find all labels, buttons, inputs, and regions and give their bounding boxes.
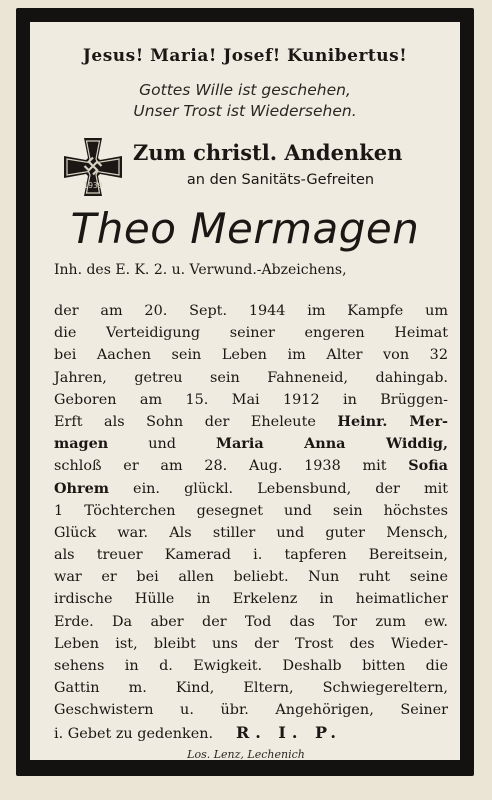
iron-cross-icon <box>62 136 124 198</box>
biography-text <box>54 300 448 744</box>
text-run: ein. glückl. Lebensbund, der mit <box>133 480 448 497</box>
text-line <box>54 433 448 455</box>
printer-imprint: Los. Lenz, Lechenich <box>187 748 305 761</box>
text-line <box>54 722 448 744</box>
text-run: und <box>148 436 176 453</box>
rip-closing: R. I. P. <box>235 722 342 742</box>
text-line: Gattin m. Kind, Eltern, Schwiegereltern, <box>54 680 448 697</box>
parent-name-bold: magen <box>54 435 109 453</box>
text-line <box>54 478 448 500</box>
text-run: schloß er am 28. Aug. 1938 mit <box>54 458 387 475</box>
text-line <box>54 411 448 433</box>
deceased-name: Theo Mermagen <box>70 204 420 253</box>
text-line: Erde. Da aber der Tod das Tor zum ew. <box>54 613 448 630</box>
text-run: i. Gebet zu gedenken. <box>54 725 214 742</box>
verse-line-2: Unser Trost ist Wiedersehen. <box>133 102 357 120</box>
text-line: irdische Hülle in Erkelenz in heimatlicher <box>54 591 448 608</box>
text-line: bei Aachen sein Leben im Alter von 32 <box>54 347 448 364</box>
wife-name-bold: Sofia <box>408 457 448 475</box>
text-line: der am 20. Sept. 1944 im Kampfe um <box>54 303 448 319</box>
text-line: Jahren, getreu sein Fahneneid, dahingab. <box>54 369 448 386</box>
honors-line: Inh. des E. K. 2. u. Verwund.-Abzeichens, <box>54 262 347 278</box>
text-line: Geboren am 15. Mai 1912 in Brüggen- <box>54 391 448 408</box>
card-panel <box>30 22 460 760</box>
text-line: sehens in d. Ewigkeit. Deshalb bitten die <box>54 658 448 674</box>
parent-name-bold: Heinr. Mer- <box>337 412 448 430</box>
rank-line: an den Sanitäts-Gefreiten <box>186 172 375 188</box>
verse-line-1: Gottes Wille ist geschehen, <box>139 81 351 99</box>
text-line: war er bei allen beliebt. Nun ruht seine <box>54 569 448 586</box>
text-line: als treuer Kamerad i. tapferen Bereitsein, <box>54 547 448 564</box>
text-line: Leben ist, bleibt uns der Trost des Wieder- <box>54 635 448 652</box>
mother-name-bold: Maria Anna Widdig, <box>216 435 448 453</box>
text-line: Geschwistern u. übr. Angehörigen, Seiner <box>54 702 448 719</box>
emblem-year: 1939 <box>83 181 103 190</box>
text-line <box>54 455 448 477</box>
text-run: Erft als Sohn der Eheleute <box>54 413 316 430</box>
wife-name-bold: Ohrem <box>54 479 109 497</box>
invocation-line: Jesus! Maria! Josef! Kunibertus! <box>82 46 408 66</box>
text-line: 1 Töchterchen gesegnet und sein höchstes <box>54 502 448 519</box>
text-line: Glück war. Als stiller und guter Mensch, <box>54 524 448 541</box>
memorial-heading: Zum christl. Andenken <box>133 140 403 165</box>
text-line: die Verteidigung seiner engeren Heimat <box>54 325 448 342</box>
